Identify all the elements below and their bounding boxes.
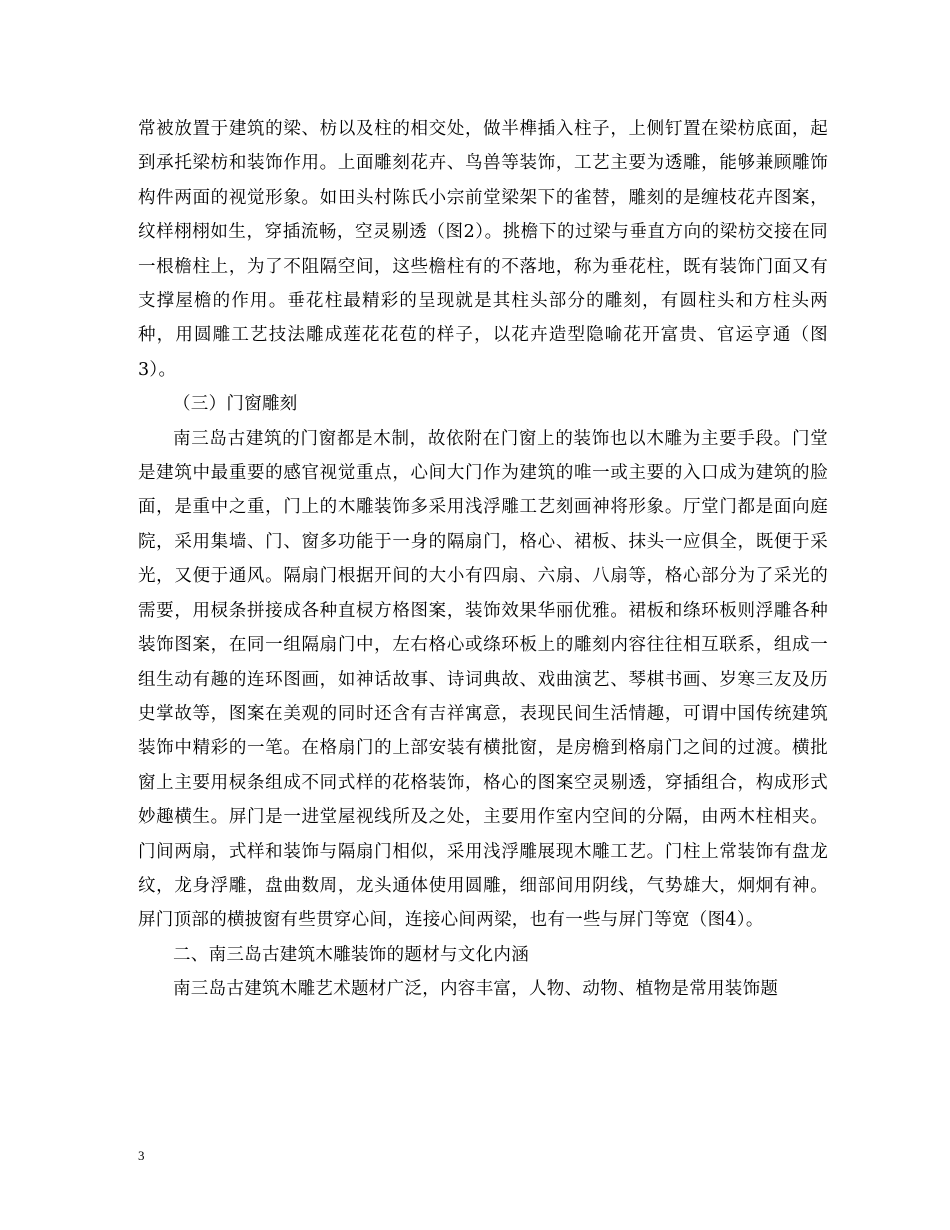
section-heading-doors-windows: （三）门窗雕刻	[173, 394, 298, 415]
page-number: 3	[138, 1148, 145, 1163]
document-body	[138, 112, 828, 1007]
paragraph-continuation: 常被放置于建筑的梁、枋以及柱的相交处，做半榫插入柱子，上侧钉置在梁枋底面，起到承托梁枋和装饰作用。上面雕刻花卉、鸟兽等装饰，工艺主要为透雕，能够兼顾雕饰构件两面的视觉形象。如田头村陈氏小宗前堂梁架下的雀替，雕刻的是缠枝花卉图案，纹样栩栩如生，穿插流畅，空灵剔透（图2）。挑檐下的过梁与垂直方向的梁枋交接在同一根檐柱上，为了不阻隔空间，这些檐柱有的不落地，称为垂花柱，既有装饰门面又有支撑屋檐的作用。垂花柱最精彩的呈现就是其柱头部分的雕刻，有圆柱头和方柱头两种，用圆雕工艺技法雕成莲花花苞的样子，以花卉造型隐喻花开富贵、官运亨通（图3）。	[138, 119, 828, 380]
section-heading-themes: 二、南三岛古建筑木雕装饰的题材与文化内涵	[173, 944, 529, 965]
paragraph-doors-windows: 南三岛古建筑的门窗都是木制，故依附在门窗上的装饰也以木雕为主要手段。门堂是建筑中最重要的感官视觉重点，心间大门作为建筑的唯一或主要的入口成为建筑的脸面，是重中之重，门上的木雕装饰多采用浅浮雕工艺刻画神将形象。厅堂门都是面向庭院，采用集墙、门、窗多功能于一身的隔扇门，格心、裙板、抹头一应俱全，既便于采光，又便于通风。隔扇门根据开间的大小有四扇、六扇、八扇等，格心部分为了采光的需要，用棂条拼接成各种直棂方格图案，装饰效果华丽优雅。裙板和绦环板则浮雕各种装饰图案，在同一组隔扇门中，左右格心或绦环板上的雕刻内容往往相互联系，组成一组生动有趣的连环图画，如神话故事、诗词典故、戏曲演艺、琴棋书画、岁寒三友及历史掌故等，图案在美观的同时还含有吉祥寓意，表现民间生活情趣，可谓中国传统建筑装饰中精彩的一笔。在格扇门的上部安装有横批窗，是房檐到格扇门之间的过渡。横批窗上主要用棂条组成不同式样的花格装饰，格心的图案空灵剔透，穿插组合，构成形式妙趣横生。屏门是一进堂屋视线所及之处，主要用作室内空间的分隔，由两木柱相夹。门间两扇，式样和装饰与隔扇门相似，采用浅浮雕展现木雕工艺。门柱上常装饰有盘龙纹，龙身浮雕，盘曲数周，龙头通体使用圆雕，细部间用阴线，气势雄大，炯炯有神。屏门顶部的横披窗有些贯穿心间，连接心间两梁，也有一些与屏门等宽（图4）。	[138, 428, 828, 931]
paragraph-themes: 南三岛古建筑木雕艺术题材广泛，内容丰富，人物、动物、植物是常用装饰题	[173, 979, 779, 1000]
